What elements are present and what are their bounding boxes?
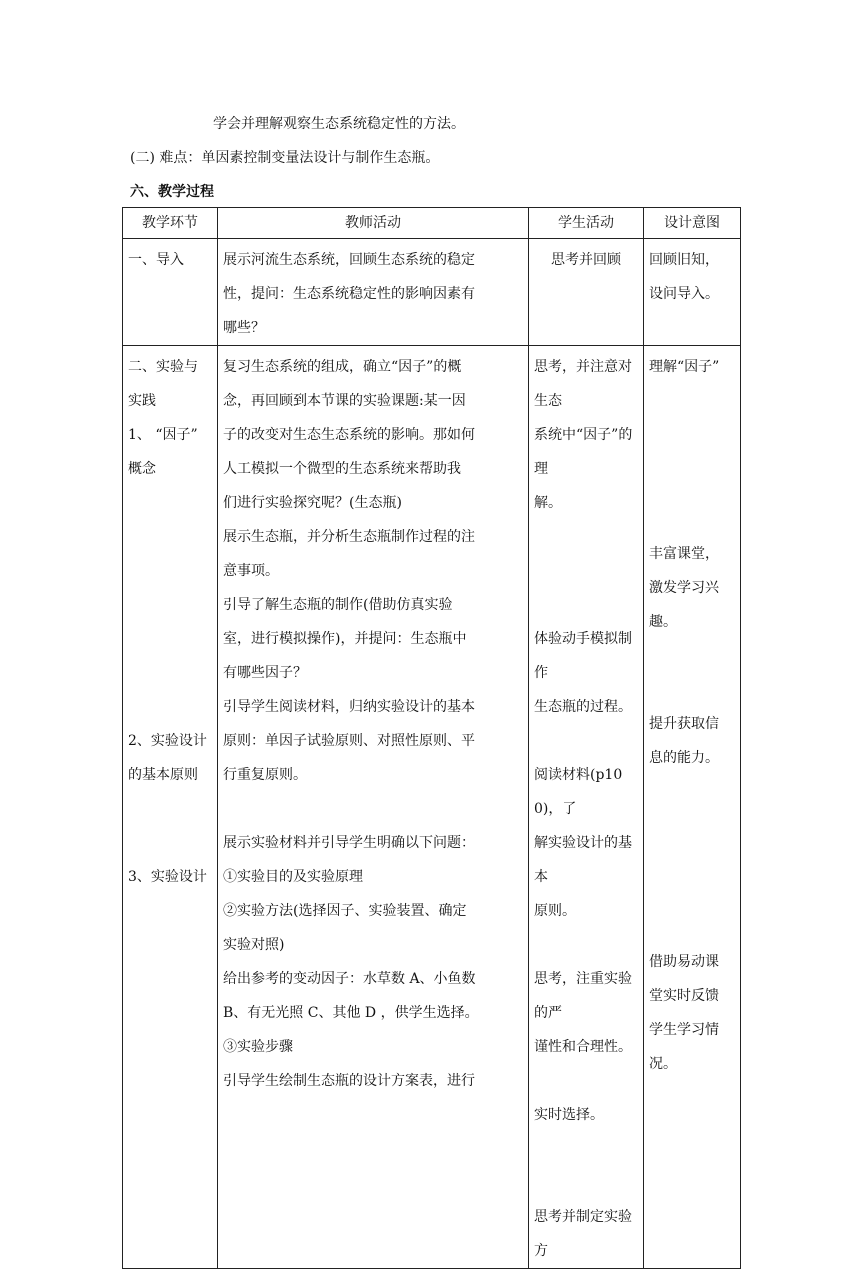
intent-text: 回顾旧知， 设问导入。 [649, 252, 719, 302]
student-text-f: 思考并制定实验方 [534, 1209, 632, 1259]
intent-cell [644, 346, 741, 1269]
teacher-text-b: 展示实验材料并引导学生明确以下问题： ①实验目的及实验原理 ②实验方法(选择因子、实验装置、确定 实验对照) 给出参考的变动因子：水草数 A、小鱼数 B、有无光照 C、其他 D ，供学生选择。 ③实验步骤 引导学生绘制生态瓶的设计方案表，进行 [223, 835, 479, 1089]
intent-text-c: 提升获取信 息的能力。 [649, 716, 719, 766]
header-student-activity: 学生活动 [529, 208, 644, 239]
teacher-text: 展示河流生态系统，回顾生态系统的稳定 性，提问：生态系统稳定性的影响因素有 哪些？ [223, 252, 475, 336]
section-heading: 六、教学过程 [130, 184, 214, 200]
intent-text-b: 丰富课堂， 激发学习兴 趣。 [649, 546, 719, 630]
stage-text-b: 2、实验设计 的基本原则 [128, 733, 207, 783]
student-text-c: 阅读材料(p100)，了 解实验设计的基本 原则。 [534, 767, 632, 919]
spacer [534, 1064, 638, 1098]
intent-cell [644, 239, 741, 346]
spacer [534, 1132, 638, 1200]
stage-text-c: 3、实验设计 [128, 869, 207, 885]
spacer [128, 486, 212, 724]
spacer [649, 639, 735, 707]
student-text-e: 实时选择。 [534, 1107, 604, 1123]
teacher-cell [218, 239, 529, 346]
stage-cell [123, 239, 218, 346]
student-text-d: 思考，注重实验的严 谨性和合理性。 [534, 971, 632, 1055]
teaching-process-table [122, 207, 741, 1269]
table-header-row [123, 208, 741, 239]
intro-line: 学会并理解观察生态系统稳定性的方法。 [213, 116, 465, 132]
header-design-intent: 设计意图 [644, 208, 741, 239]
header-teacher-activity: 教师活动 [218, 208, 529, 239]
student-text-a: 思考，并注意对生态 系统中“因子”的理 解。 [534, 359, 633, 511]
intent-text-d: 借助易动课 堂实时反馈 学生学习情 况。 [649, 954, 719, 1072]
spacer [223, 792, 523, 826]
teacher-cell [218, 346, 529, 1269]
teacher-text-a: 复习生态系统的组成，确立“因子”的概 念，再回顾到本节课的实验课题:某一因 子的改变对生态生态系统的影响。那如何 人工模拟一个微型的生态系统来帮助我 们进行实验探究呢？(生态瓶) 展示生态瓶，并分析生态瓶制作过程的注 意事项。 引导了解生态瓶的制作(借助仿真实验 室，进行模拟操作)，并提问：生态瓶中 有哪些因子？ 引导学生阅读材料，归纳实验设计的基本 原则：单因子试验原则、对照性原则、平 行重复原则。 [223, 359, 475, 783]
spacer [534, 520, 638, 622]
student-text: 思考并回顾 [551, 252, 621, 268]
table-row [123, 346, 741, 1269]
spacer [649, 775, 735, 945]
spacer [534, 928, 638, 962]
header-stage: 教学环节 [123, 208, 218, 239]
student-cell [529, 239, 644, 346]
spacer [649, 384, 735, 537]
intent-text-a: 理解“因子” [649, 359, 720, 375]
table-row [123, 239, 741, 346]
student-text-b: 体验动手模拟制作 生态瓶的过程。 [534, 631, 632, 715]
stage-text: 一、导入 [128, 252, 184, 268]
stage-cell [123, 346, 218, 1269]
student-cell [529, 346, 644, 1269]
difficulty-line: (二) 难点：单因素控制变量法设计与制作生态瓶。 [130, 150, 440, 166]
spacer [128, 792, 212, 860]
spacer [534, 724, 638, 758]
stage-text-a: 二、实验与 实践 1、 “因子” 概念 [128, 359, 198, 477]
